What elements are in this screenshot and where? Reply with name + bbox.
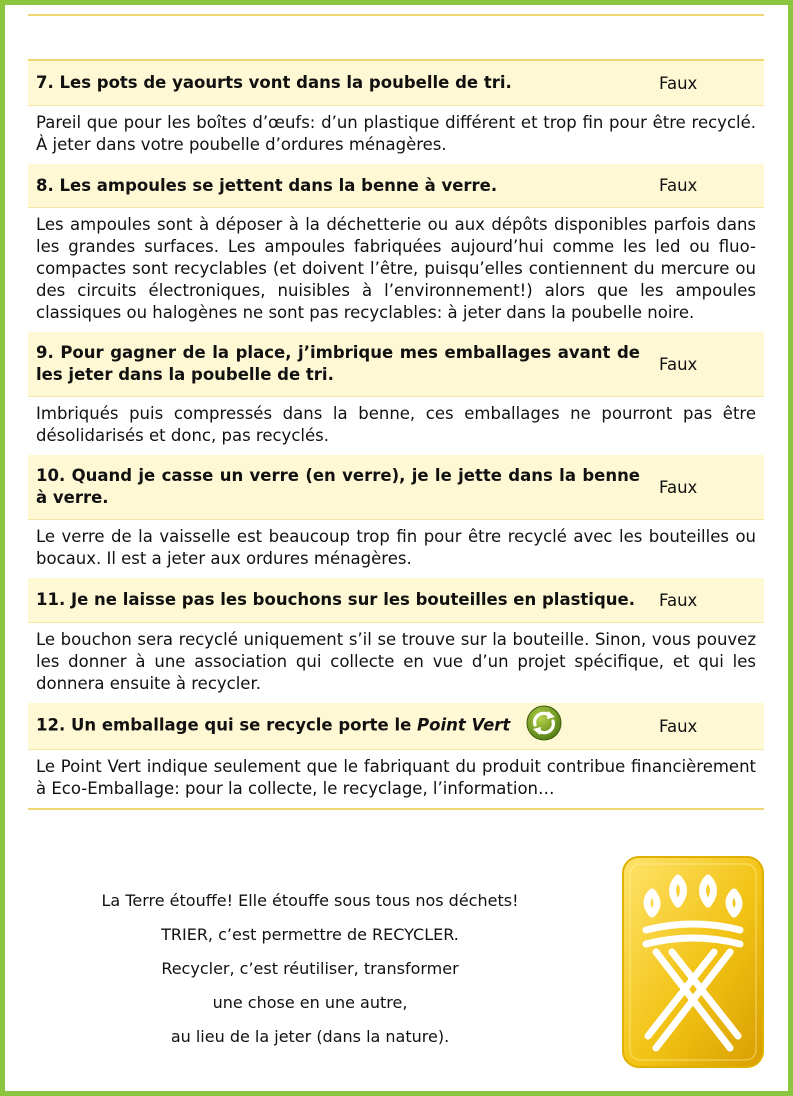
top-divider: [28, 14, 764, 16]
explanation-row-12: Le Point Vert indique seulement que le fabriquant du produit contribue financièrement à Eco-Emballage: pour la collecte, le recyclage, l’information…: [28, 749, 764, 808]
answer-label: Faux: [659, 716, 698, 736]
answer-label: Faux: [659, 176, 698, 195]
answer-label: Faux: [659, 73, 698, 93]
question-text: [36, 698, 640, 754]
question-row-10: [28, 455, 764, 519]
question-row-7: [28, 61, 764, 105]
explanation-row-11: Le bouchon sera recyclé uniquement s’il se trouve sur la bouteille. Sinon, vous pouvez les donner à une association qui collecte en vue d’un projet spécifique, et qui les donnera ensuite à recycler.: [28, 622, 764, 703]
quote-line: TRIER, c’est permettre de RECYCLER.: [161, 925, 459, 944]
explanation-row-9: Imbriqués puis compressés dans la benne, ces emballages ne pourront pas être désolidarisés et donc, pas recyclés.: [28, 396, 764, 455]
question-text: 8. Les ampoules se jettent dans la benne à verre.: [36, 175, 498, 195]
explanation-row-8: Les ampoules sont à déposer à la déchetterie ou aux dépôts disponibles parfois dans les grandes surfaces. Les ampoules fabriquées aujourd’hui comme les led ou fluo-compactes sont recyclables (et doivent l’être, puisqu’elles contiennent du mercure ou des circuits électroniques, nuisibles à l’environnement!) alors que les ampoules classiques ou halogènes ne sont pas recyclables: à jeter dans la poubelle noire.: [28, 207, 764, 332]
question-row-12: [28, 703, 764, 749]
explanation-row-10: Le verre de la vaisselle est beaucoup trop fin pour être recyclé avec les bouteilles ou bocaux. Il est a jeter aux ordures ménagères.: [28, 519, 764, 578]
quiz-table: [28, 59, 764, 810]
answer-label: Faux: [659, 354, 698, 374]
question-text: 10. Quand je casse un verre (en verre), je le jette dans la benne à verre.: [36, 466, 640, 507]
point-vert-icon: [526, 705, 562, 747]
question-prefix: 12. Un emballage qui se recycle porte le: [36, 715, 418, 735]
quote-line: une chose en une autre,: [212, 993, 408, 1012]
wheat-sheaf-logo-icon: [622, 856, 764, 1068]
point-vert-label: Point Vert: [417, 715, 511, 735]
answer-label: Faux: [659, 477, 698, 497]
question-text: 7. Les pots de yaourts vont dans la poubelle de tri.: [36, 73, 512, 92]
closing-quote: [40, 884, 580, 1054]
quote-line: Recycler, c’est réutiliser, transformer: [161, 959, 459, 978]
quote-line: au lieu de la jeter (dans la nature).: [170, 1027, 450, 1046]
question-row-11: [28, 578, 764, 622]
question-row-8: [28, 164, 764, 207]
quote-line: La Terre étouffe! Elle étouffe sous tous nos déchets!: [101, 891, 519, 910]
explanation-row-7: Pareil que pour les boîtes d’œufs: d’un plastique différent et trop fin pour être recyclé. À jeter dans votre poubelle d’ordures ménagères.: [28, 105, 764, 164]
question-row-9: [28, 332, 764, 396]
answer-label: Faux: [659, 590, 698, 610]
question-text: 9. Pour gagner de la place, j’imbrique mes emballages avant de les jeter dans la poubelle de tri.: [36, 343, 640, 384]
question-text: 11. Je ne laisse pas les bouchons sur les bouteilles en plastique.: [36, 590, 635, 609]
